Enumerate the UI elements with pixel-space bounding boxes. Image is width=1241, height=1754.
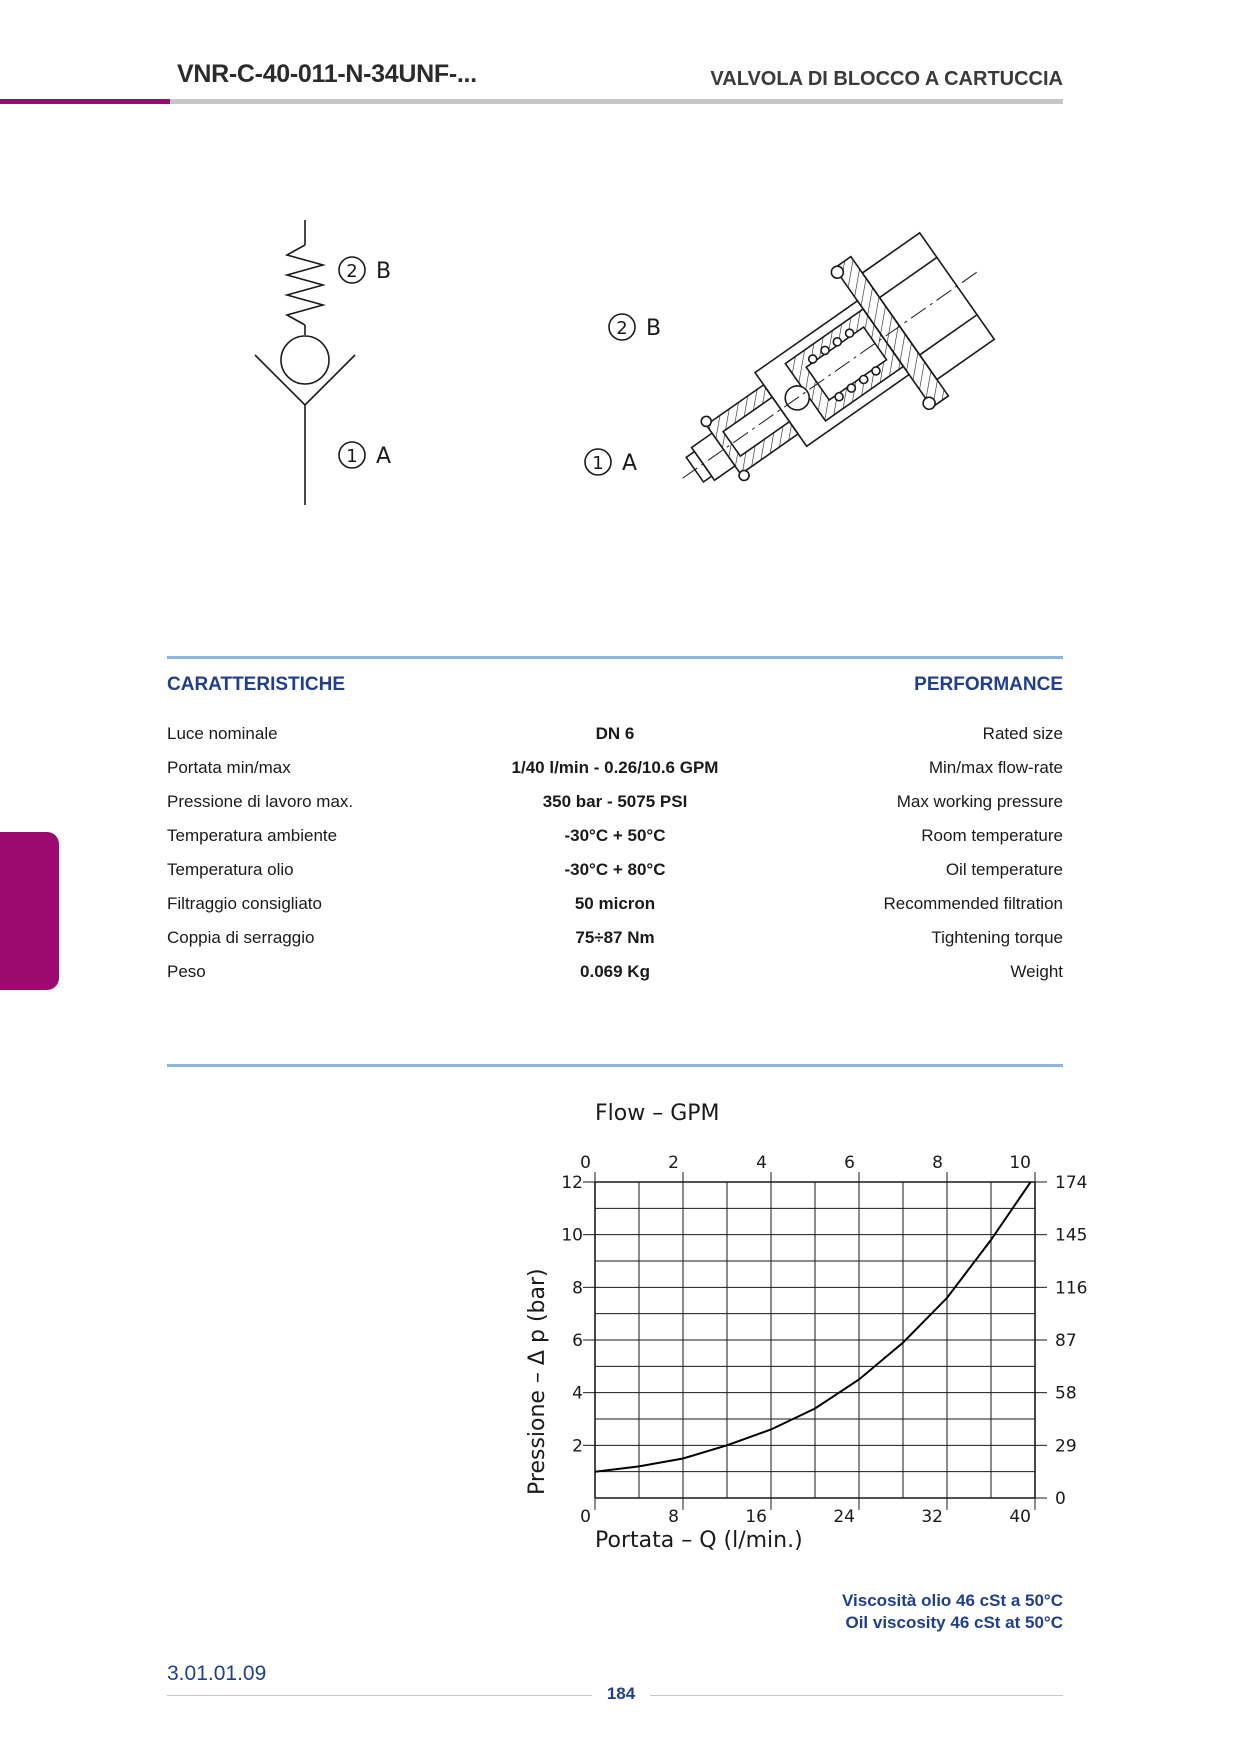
spec-label-en: Oil temperature: [945, 860, 1063, 879]
spec-value: 75÷87 Nm: [575, 928, 655, 947]
y-tick-label: 10: [561, 1225, 583, 1246]
pressure-flow-chart: [500, 1100, 1100, 1580]
y-tick-label: 12: [561, 1173, 583, 1193]
top-tick-label: 10: [1009, 1153, 1031, 1173]
spec-row: [167, 819, 1063, 853]
spec-row: [167, 887, 1063, 921]
spec-value: 50 micron: [574, 894, 656, 913]
spec-row: [167, 785, 1063, 819]
header-rule: [170, 99, 1063, 104]
y-axis-label: Pressione – Δ p (bar): [525, 1268, 550, 1495]
spec-row: [167, 921, 1063, 955]
right-tick-label: 116: [1055, 1278, 1088, 1299]
product-description: VALVOLA DI BLOCCO A CARTUCCIA: [710, 68, 1063, 90]
top-tick-label: 0: [580, 1153, 591, 1173]
section-port-b-number: 2: [616, 318, 628, 339]
spec-label-it: Peso: [167, 962, 206, 981]
spec-label-en: Rated size: [982, 724, 1063, 743]
specs-title-en: PERFORMANCE: [914, 674, 1063, 695]
spec-value: -30°C + 80°C: [564, 860, 666, 879]
spec-value: DN 6: [595, 724, 635, 743]
specs-top-rule: [167, 656, 1063, 659]
section-side-tab: [0, 832, 59, 990]
y-tick-label: 4: [572, 1383, 583, 1404]
chart-series: [595, 1182, 1031, 1472]
spec-label-en: Room temperature: [921, 826, 1063, 845]
x-tick-label: 8: [668, 1507, 679, 1527]
page-number: 184: [606, 1684, 636, 1703]
cartridge-section-drawing: [592, 195, 1020, 555]
spec-label-it: Luce nominale: [167, 724, 278, 743]
spec-label-it: Portata min/max: [167, 758, 291, 777]
pressure-drop-curve: [595, 1182, 1031, 1472]
right-tick-label: 87: [1055, 1331, 1077, 1351]
y-tick-label: 8: [572, 1278, 583, 1299]
spec-label-en: Weight: [1010, 962, 1063, 981]
catalog-code: 3.01.01.09: [167, 1662, 267, 1685]
x-tick-label: 40: [1009, 1507, 1031, 1527]
hydraulic-symbol: [240, 210, 460, 510]
x-tick-label: 16: [745, 1507, 767, 1527]
section-port-b-letter: B: [646, 316, 662, 341]
spec-label-it: Temperatura olio: [167, 860, 294, 879]
right-tick-label: 145: [1055, 1225, 1088, 1246]
section-port-a-letter: A: [622, 451, 638, 476]
viscosity-note-en: Oil viscosity 46 cSt at 50°C: [845, 1613, 1063, 1632]
spec-label-it: Pressione di lavoro max.: [167, 792, 354, 811]
spec-label-en: Min/max flow-rate: [928, 758, 1063, 777]
y-tick-label: 2: [572, 1436, 583, 1457]
spec-label-en: Tightening torque: [931, 928, 1063, 947]
right-tick-label: 174: [1055, 1173, 1088, 1193]
spec-label-it: Temperatura ambiente: [167, 826, 338, 845]
spec-row: [167, 751, 1063, 785]
right-tick-label: 0: [1055, 1489, 1066, 1509]
top-axis-label: Flow – GPM: [595, 1101, 720, 1126]
y-tick-label: 6: [572, 1331, 583, 1351]
symbol-port-b-number: 2: [346, 261, 358, 282]
spec-label-it: Coppia di serraggio: [167, 928, 315, 947]
viscosity-note-it: Viscosità olio 46 cSt a 50°C: [842, 1591, 1063, 1610]
spec-label-it: Filtraggio consigliato: [167, 894, 322, 913]
x-tick-label: 32: [921, 1507, 943, 1527]
spec-value: -30°C + 50°C: [564, 826, 666, 845]
chart-grid: [595, 1182, 1035, 1498]
header-accent-bar: [0, 99, 170, 104]
spec-row: [167, 853, 1063, 887]
right-tick-label: 29: [1055, 1436, 1077, 1457]
symbol-port-a-letter: A: [376, 444, 392, 469]
x-tick-label: 0: [580, 1507, 591, 1527]
spec-value: 0.069 Kg: [580, 962, 650, 981]
symbol-port-b-letter: B: [376, 259, 392, 284]
specs-title-it: CARATTERISTICHE: [167, 674, 346, 695]
top-tick-label: 8: [932, 1153, 943, 1173]
spec-label-en: Max working pressure: [896, 792, 1063, 811]
spec-value: 1/40 l/min - 0.26/10.6 GPM: [511, 758, 719, 777]
symbol-port-a-number: 1: [346, 446, 358, 467]
footer-rule-right: [650, 1695, 1063, 1696]
spec-row: [167, 717, 1063, 751]
specs-table: [167, 717, 1063, 989]
footer-rule-left: [167, 1695, 592, 1696]
spec-label-en: Recommended filtration: [883, 894, 1063, 913]
spec-row: [167, 955, 1063, 989]
x-axis-label: Portata – Q (l/min.): [595, 1528, 803, 1553]
top-tick-label: 6: [844, 1153, 855, 1173]
top-tick-label: 4: [756, 1153, 767, 1173]
x-tick-label: 24: [833, 1507, 855, 1527]
product-code: VNR-C-40-011-N-34UNF-...: [177, 60, 477, 88]
top-tick-label: 2: [668, 1153, 679, 1173]
chart-top-rule: [167, 1064, 1063, 1067]
right-tick-label: 58: [1055, 1383, 1077, 1404]
spec-value: 350 bar - 5075 PSI: [542, 792, 688, 811]
section-port-a-number: 1: [592, 453, 604, 474]
